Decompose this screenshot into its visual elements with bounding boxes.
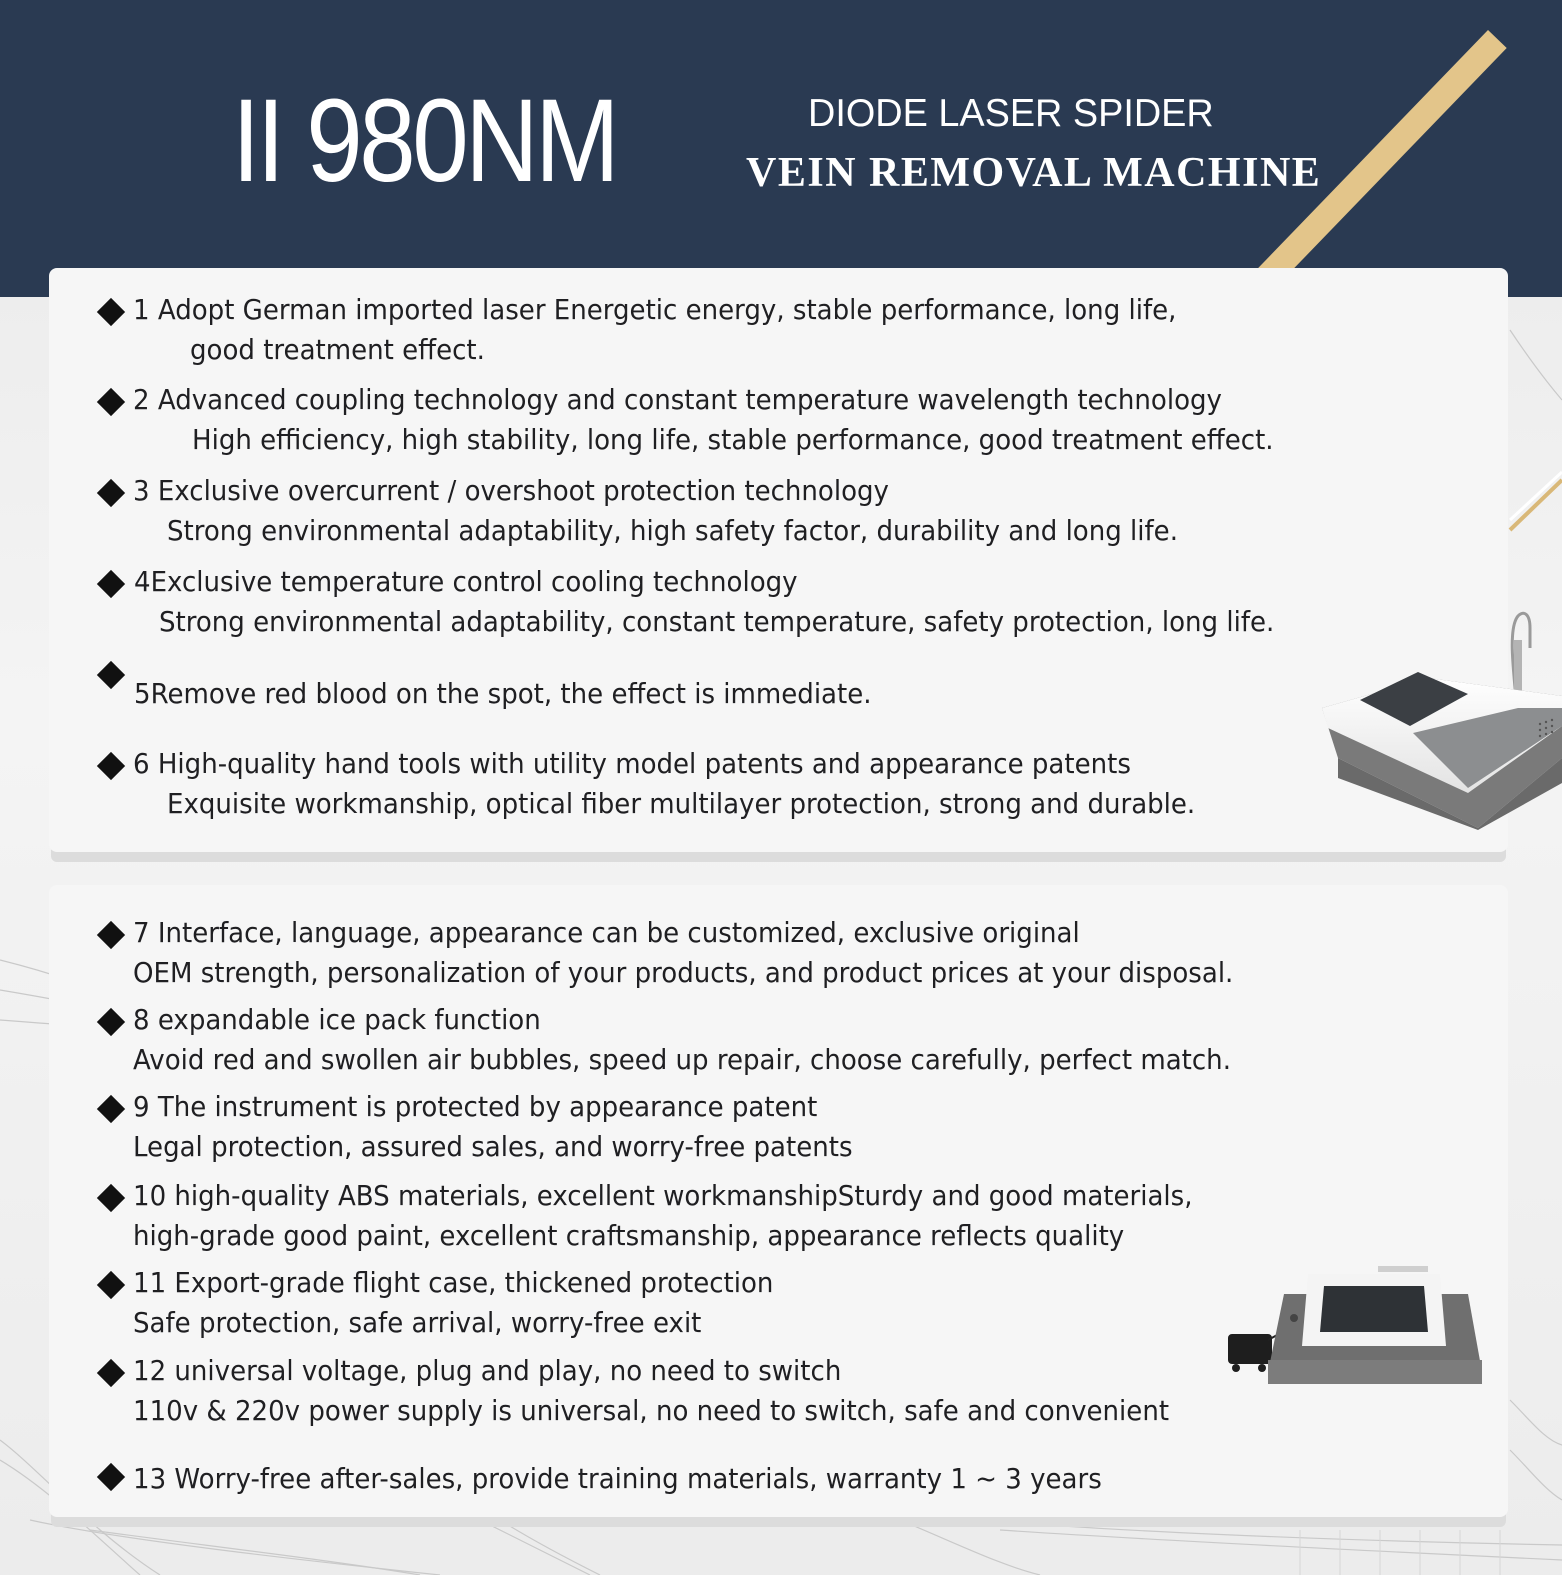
feature-description: Strong environmental adaptability, constant temperature, safety protection, long life. bbox=[159, 605, 1275, 638]
feature-description: 110v & 220v power supply is universal, no need to switch, safe and convenient bbox=[133, 1394, 1170, 1427]
header-banner bbox=[0, 0, 1562, 297]
laser-machine-foot-pedal-image bbox=[1228, 1262, 1492, 1394]
feature-title: 4Exclusive temperature control cooling technology bbox=[134, 565, 798, 598]
feature-description: good treatment effect. bbox=[190, 333, 485, 366]
diamond-bullet-icon bbox=[97, 570, 125, 598]
feature-title: 3 Exclusive overcurrent / overshoot protection technology bbox=[133, 474, 889, 507]
feature-title: 6 High-quality hand tools with utility model patents and appearance patents bbox=[133, 747, 1131, 780]
diamond-bullet-icon bbox=[97, 1359, 125, 1387]
feature-title: 11 Export-grade flight case, thickened protection bbox=[133, 1266, 774, 1299]
diamond-bullet-icon bbox=[97, 921, 125, 949]
diamond-bullet-icon bbox=[97, 388, 125, 416]
feature-description: high-grade good paint, excellent craftsmanship, appearance reflects quality bbox=[133, 1219, 1125, 1252]
feature-description: Safe protection, safe arrival, worry-free exit bbox=[133, 1306, 702, 1339]
laser-machine-handpiece-image bbox=[1318, 608, 1562, 830]
feature-description: High efficiency, high stability, long life, stable performance, good treatment effect. bbox=[192, 423, 1274, 456]
feature-description: Legal protection, assured sales, and worry-free patents bbox=[133, 1130, 853, 1163]
feature-description: OEM strength, personalization of your products, and product prices at your disposal. bbox=[133, 956, 1234, 989]
diamond-bullet-icon bbox=[97, 1095, 125, 1123]
diamond-bullet-icon bbox=[97, 298, 125, 326]
feature-description: Exquisite workmanship, optical fiber multilayer protection, strong and durable. bbox=[167, 787, 1196, 820]
diamond-bullet-icon bbox=[97, 1271, 125, 1299]
feature-title: 7 Interface, language, appearance can be customized, exclusive original bbox=[133, 916, 1080, 949]
feature-description: Strong environmental adaptability, high safety factor, durability and long life. bbox=[167, 514, 1178, 547]
feature-title: 13 Worry-free after-sales, provide training materials, warranty 1 ~ 3 years bbox=[133, 1462, 1102, 1495]
feature-title: 2 Advanced coupling technology and constant temperature wavelength technology bbox=[133, 383, 1222, 416]
feature-description: Avoid red and swollen air bubbles, speed up repair, choose carefully, perfect match. bbox=[133, 1043, 1231, 1076]
feature-title: 8 expandable ice pack function bbox=[133, 1003, 541, 1036]
product-subtitle-line1: DIODE LASER SPIDER bbox=[808, 92, 1214, 135]
feature-title: 9 The instrument is protected by appearance patent bbox=[133, 1090, 818, 1123]
feature-title: 5Remove red blood on the spot, the effect is immediate. bbox=[134, 677, 872, 710]
diamond-bullet-icon bbox=[97, 1008, 125, 1036]
feature-title: 12 universal voltage, plug and play, no need to switch bbox=[133, 1354, 842, 1387]
diamond-bullet-icon bbox=[97, 1184, 125, 1212]
features-panel-1 bbox=[49, 268, 1508, 852]
product-model-title: II 980NM bbox=[232, 75, 617, 207]
feature-title: 10 high-quality ABS materials, excellent workmanshipSturdy and good materials, bbox=[133, 1179, 1193, 1212]
feature-title: 1 Adopt German imported laser Energetic energy, stable performance, long life, bbox=[133, 293, 1177, 326]
diamond-bullet-icon bbox=[97, 1463, 125, 1491]
diamond-bullet-icon bbox=[97, 752, 125, 780]
product-subtitle-line2: VEIN REMOVAL MACHINE bbox=[746, 150, 1322, 196]
features-panel-2 bbox=[49, 885, 1508, 1517]
diamond-bullet-icon bbox=[97, 479, 125, 507]
diamond-bullet-icon bbox=[97, 661, 125, 689]
